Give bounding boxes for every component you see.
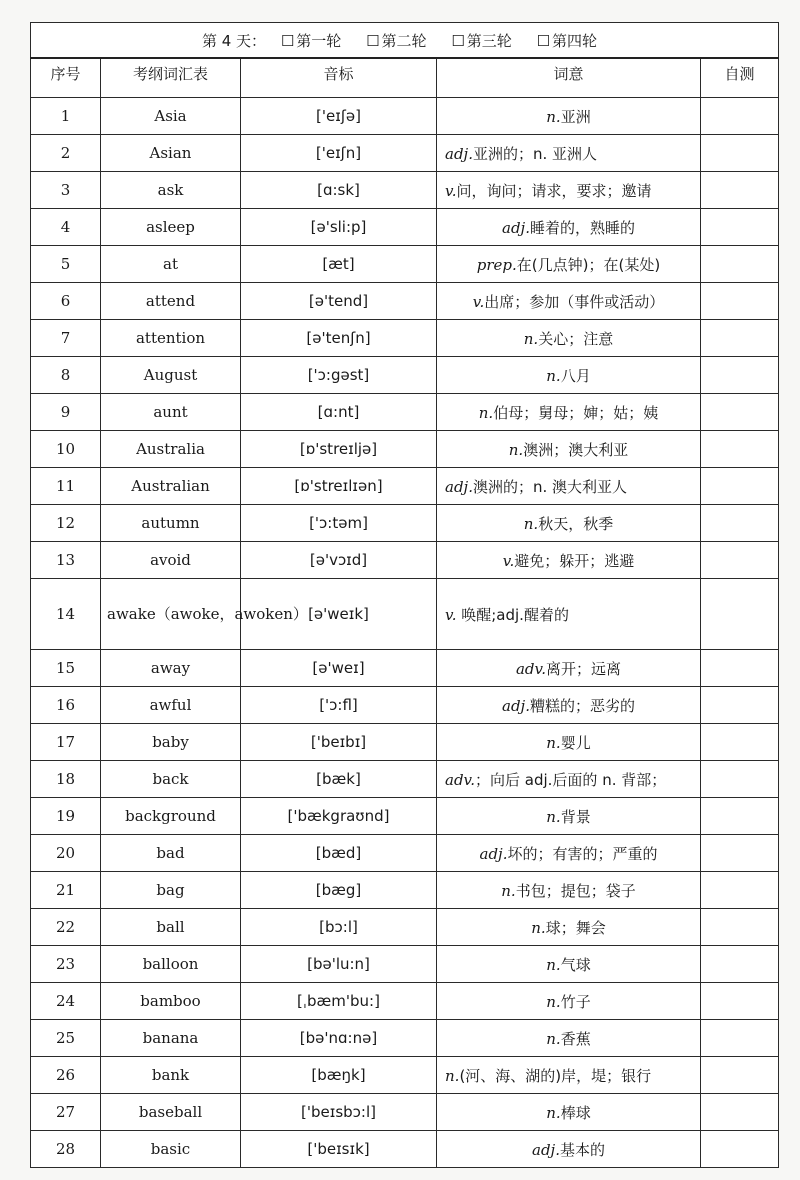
definition-text: 唤醒;adj.醒着的 [456,605,569,624]
title-row [31,23,779,59]
definition-text: 八月 [560,366,591,385]
part-of-speech: n. [531,918,546,937]
row-number: 27 [31,1094,101,1131]
row-number: 3 [31,172,101,209]
row-number: 10 [31,431,101,468]
row-meaning [437,650,701,687]
header-phonetic: 音标 [241,58,437,98]
row-self-test-cell[interactable] [701,135,779,172]
definition-text: 睡着的，熟睡的 [529,218,635,237]
row-number: 18 [31,761,101,798]
row-word: back [101,761,241,798]
row-phonetic: [ɒ'streɪlɪən] [241,468,437,505]
row-number: 15 [31,650,101,687]
row-meaning [437,1057,701,1094]
row-self-test-cell[interactable] [701,1020,779,1057]
table-row [31,909,779,946]
row-number: 13 [31,542,101,579]
part-of-speech: n. [523,329,539,348]
checkbox-icon[interactable]: ☐ [536,31,551,50]
table-row [31,872,779,909]
part-of-speech: v. [445,181,457,200]
row-self-test-cell[interactable] [701,1057,779,1094]
row-meaning [437,135,701,172]
row-word: asleep [101,209,241,246]
definition-text: (河、海、湖的)岸，堤；银行 [459,1066,652,1085]
part-of-speech: adj. [502,218,530,237]
part-of-speech: adj. [502,696,530,715]
row-word: autumn [101,505,241,542]
row-self-test-cell[interactable] [701,761,779,798]
row-self-test-cell[interactable] [701,650,779,687]
row-self-test-cell[interactable] [701,687,779,724]
header-self-test: 自测 [701,58,779,98]
definition-text: 问，询问；请求，要求；邀请 [456,181,652,200]
row-number: 26 [31,1057,101,1094]
definition-text: 球；舞会 [545,918,606,937]
table-row [31,724,779,761]
part-of-speech: adv. [515,659,546,678]
row-phonetic: [ə'sli:p] [241,209,437,246]
definition-text: 竹子 [560,992,591,1011]
definition-text: 棒球 [560,1103,591,1122]
row-self-test-cell[interactable] [701,835,779,872]
part-of-speech: n. [546,1103,561,1122]
table-row [31,320,779,357]
row-number: 2 [31,135,101,172]
row-number: 7 [31,320,101,357]
definition-text: 在(几点钟)；在(某处) [516,255,661,274]
row-self-test-cell[interactable] [701,431,779,468]
row-meaning [437,835,701,872]
row-meaning [437,283,701,320]
round-1-label: 第一轮 [296,31,342,50]
table-row [31,1057,779,1094]
checkbox-icon[interactable]: ☐ [451,31,465,50]
row-self-test-cell[interactable] [701,1131,779,1168]
part-of-speech: n. [508,440,524,459]
table-row [31,135,779,172]
row-phonetic: ['ɔ:gəst] [241,357,437,394]
table-row [31,431,779,468]
part-of-speech: n. [546,107,561,126]
row-meaning [437,1131,701,1168]
part-of-speech: adj. [532,1140,560,1159]
row-number: 9 [31,394,101,431]
row-number: 21 [31,872,101,909]
row-word: at [101,246,241,283]
row-phonetic: ['eɪʃə] [241,98,437,135]
row-word: basic [101,1131,241,1168]
table-row [31,172,779,209]
row-phonetic: ['beɪsɪk] [241,1131,437,1168]
table-row [31,209,779,246]
definition-text: ；向后 adj.后面的 n. 背部； [475,770,667,789]
table-row [31,394,779,431]
row-phonetic: [bæŋk] [241,1057,437,1094]
header-num: 序号 [31,58,101,98]
definition-text: 背景 [560,807,591,826]
row-number: 6 [31,283,101,320]
vocabulary-sheet [30,22,778,1168]
row-phonetic: [ə'tend] [241,283,437,320]
row-self-test-cell[interactable] [701,172,779,209]
table-row [31,1131,779,1168]
row-word: away [101,650,241,687]
table-row [31,283,779,320]
row-phonetic: ['ɔ:fl] [241,687,437,724]
row-self-test-cell[interactable] [701,394,779,431]
row-word: bag [101,872,241,909]
row-word: Asian [101,135,241,172]
row-self-test-cell[interactable] [701,724,779,761]
day-label: 第 4 天： [201,31,267,50]
row-phonetic: [æt] [241,246,437,283]
row-word: awful [101,687,241,724]
row-meaning [437,431,701,468]
row-phonetic: ['beɪbɪ] [241,724,437,761]
row-self-test-cell[interactable] [701,209,779,246]
row-phonetic: [bæg] [241,872,437,909]
row-meaning [437,209,701,246]
part-of-speech: n. [546,366,561,385]
part-of-speech: n. [501,881,516,900]
part-of-speech: n. [546,807,561,826]
row-number: 12 [31,505,101,542]
row-phonetic: [ɑ:sk] [241,172,437,209]
row-phonetic: [bɔ:l] [241,909,437,946]
part-of-speech: n. [546,1029,561,1048]
row-phonetic: [ə'vɔɪd] [241,542,437,579]
row-word: Australia [101,431,241,468]
row-word: awake（awoke，awoken） [101,579,241,650]
table-row [31,468,779,505]
row-meaning [437,468,701,505]
table-row [31,798,779,835]
row-meaning [437,1094,701,1131]
definition-text: 基本的 [559,1140,605,1159]
row-word: background [101,798,241,835]
part-of-speech: v. [445,605,457,624]
row-self-test-cell[interactable] [701,98,779,135]
row-meaning [437,172,701,209]
row-meaning [437,246,701,283]
row-meaning [437,761,701,798]
row-self-test-cell[interactable] [701,983,779,1020]
row-word: Asia [101,98,241,135]
part-of-speech: n. [478,403,494,422]
table-row [31,1020,779,1057]
definition-text: 亚洲的；n. 亚洲人 [472,144,598,163]
row-phonetic: [bæd] [241,835,437,872]
table-row [31,505,779,542]
row-number: 20 [31,835,101,872]
table-row [31,650,779,687]
row-self-test-cell[interactable] [701,468,779,505]
definition-text: 澳洲的；n. 澳大利亚人 [472,477,628,496]
row-number: 19 [31,798,101,835]
row-number: 14 [31,579,101,650]
table-row [31,946,779,983]
row-self-test-cell[interactable] [701,246,779,283]
row-number: 22 [31,909,101,946]
row-meaning [437,724,701,761]
table-row [31,542,779,579]
row-word: baby [101,724,241,761]
row-meaning [437,394,701,431]
row-word: ball [101,909,241,946]
row-self-test-cell[interactable] [701,909,779,946]
row-word: August [101,357,241,394]
row-phonetic: [ə'tenʃn] [241,320,437,357]
definition-text: 澳洲；澳大利亚 [523,440,629,459]
row-word: bamboo [101,983,241,1020]
row-self-test-cell[interactable] [701,357,779,394]
row-meaning [437,579,701,650]
vocabulary-table [30,22,779,1168]
definition-text: 秋天，秋季 [538,514,614,533]
row-word: ask [101,172,241,209]
table-row [31,246,779,283]
row-word: banana [101,1020,241,1057]
part-of-speech: v. [472,292,485,311]
round-2[interactable] [366,30,426,51]
row-phonetic: [bə'lu:n] [241,946,437,983]
row-phonetic: [bæk] [241,761,437,798]
round-1[interactable] [281,30,341,51]
row-self-test-cell[interactable] [701,320,779,357]
row-number: 17 [31,724,101,761]
table-row [31,761,779,798]
row-number: 16 [31,687,101,724]
row-self-test-cell[interactable] [701,946,779,983]
row-number: 11 [31,468,101,505]
row-self-test-cell[interactable] [701,872,779,909]
definition-text: 坏的；有害的；严重的 [507,844,658,863]
row-phonetic: ['beɪsbɔ:l] [241,1094,437,1131]
row-meaning [437,357,701,394]
row-number: 28 [31,1131,101,1168]
round-2-label: 第二轮 [381,31,427,50]
part-of-speech: n. [546,955,561,974]
row-word: attention [101,320,241,357]
row-number: 1 [31,98,101,135]
row-word: bad [101,835,241,872]
row-meaning [437,320,701,357]
row-word: attend [101,283,241,320]
row-word: aunt [101,394,241,431]
row-phonetic: ['bækgraʊnd] [241,798,437,835]
row-word: bank [101,1057,241,1094]
table-row [31,687,779,724]
row-meaning [437,872,701,909]
table-row [31,1094,779,1131]
checkbox-icon[interactable]: ☐ [366,31,380,50]
part-of-speech: prep. [476,255,517,274]
row-number: 5 [31,246,101,283]
definition-text: 关心；注意 [538,329,614,348]
row-phonetic: ['ɔ:təm] [241,505,437,542]
table-row [31,357,779,394]
definition-text: 气球 [560,955,591,974]
row-self-test-cell[interactable] [701,542,779,579]
part-of-speech: adv. [445,770,476,789]
row-self-test-cell[interactable] [701,505,779,542]
row-phonetic: ['eɪʃn] [241,135,437,172]
row-meaning [437,542,701,579]
row-self-test-cell[interactable] [701,283,779,320]
definition-text: 糟糕的；恶劣的 [529,696,635,715]
part-of-speech: n. [546,992,561,1011]
round-4-label: 第四轮 [552,31,598,50]
header-row [31,58,779,98]
part-of-speech: n. [523,514,539,533]
row-meaning [437,983,701,1020]
row-phonetic: [ˌbæm'bu:] [241,983,437,1020]
round-4[interactable] [537,30,597,51]
row-word: Australian [101,468,241,505]
row-number: 8 [31,357,101,394]
table-row [31,98,779,135]
part-of-speech: n. [445,1066,460,1085]
row-number: 23 [31,946,101,983]
row-meaning [437,798,701,835]
row-word: baseball [101,1094,241,1131]
part-of-speech: adj. [479,844,508,863]
definition-text: 伯母；舅母；婶；姑；姨 [493,403,659,422]
row-meaning [437,505,701,542]
definition-text: 出席；参加（事件或活动） [484,292,665,311]
day-title [31,23,779,59]
definition-text: 婴儿 [560,733,591,752]
row-number: 4 [31,209,101,246]
row-phonetic: [ɑ:nt] [241,394,437,431]
row-self-test-cell[interactable] [701,579,779,650]
table-row [31,835,779,872]
part-of-speech: n. [546,733,561,752]
table-row [31,983,779,1020]
row-meaning [437,946,701,983]
definition-text: 香蕉 [560,1029,591,1048]
round-3-label: 第三轮 [466,31,512,50]
definition-text: 亚洲 [560,107,591,126]
row-number: 24 [31,983,101,1020]
definition-text: 书包；提包；袋子 [515,881,636,900]
row-phonetic: [ɒ'streɪljə] [241,431,437,468]
row-phonetic: [ə'weɪk] [241,579,437,650]
row-word: avoid [101,542,241,579]
row-word: balloon [101,946,241,983]
row-self-test-cell[interactable] [701,1094,779,1131]
round-3[interactable] [451,30,511,51]
row-phonetic: [bə'nɑ:nə] [241,1020,437,1057]
part-of-speech: v. [502,551,515,570]
header-meaning: 词意 [437,58,701,98]
row-self-test-cell[interactable] [701,798,779,835]
checkbox-icon[interactable]: ☐ [280,31,295,50]
definition-text: 避免；躲开；逃避 [514,551,635,570]
header-word: 考纲词汇表 [101,58,241,98]
row-meaning [437,909,701,946]
definition-text: 离开；远离 [546,659,622,678]
row-number: 25 [31,1020,101,1057]
row-meaning [437,1020,701,1057]
part-of-speech: adj. [445,144,473,163]
part-of-speech: adj. [445,477,473,496]
row-meaning [437,98,701,135]
row-meaning [437,687,701,724]
row-phonetic: [ə'weɪ] [241,650,437,687]
table-row [31,579,779,650]
